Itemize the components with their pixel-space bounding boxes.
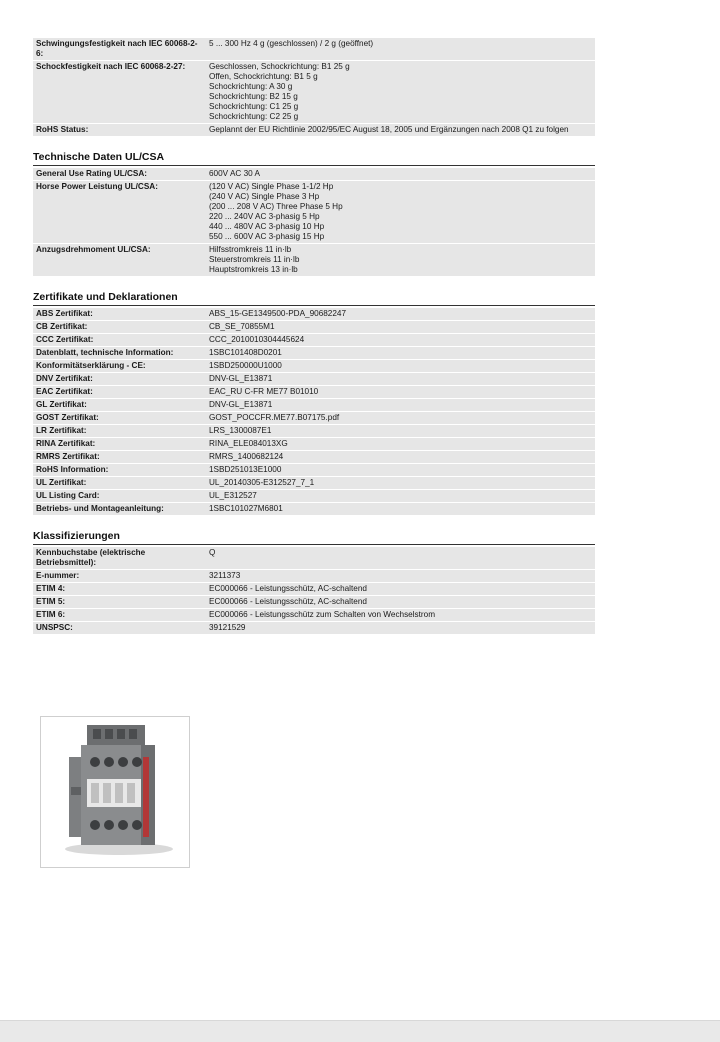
row-label: ETIM 6: — [33, 609, 206, 621]
classifications-section — [33, 528, 595, 635]
mechanical-section — [33, 37, 595, 137]
table-row — [33, 308, 595, 320]
hp-line: (240 V AC) Single Phase 3 Hp — [209, 192, 320, 201]
row-label: UL Zertifikat: — [33, 477, 206, 489]
row-label: Konformitätserklärung - CE: — [33, 360, 206, 372]
table-row — [33, 609, 595, 621]
viewer-bottom-bar — [0, 1020, 720, 1042]
row-label: ABS Zertifikat: — [33, 308, 206, 320]
row-value: 3211373 — [206, 570, 595, 582]
table-row — [33, 399, 595, 411]
row-label: Datenblatt, technische Information: — [33, 347, 206, 359]
section-title: Klassifizierungen — [33, 528, 595, 545]
row-label: ETIM 5: — [33, 596, 206, 608]
row-value: 1SBD251013E1000 — [206, 464, 595, 476]
table-row — [33, 334, 595, 346]
row-label: Kennbuchstabe (elektrische Betriebsmittel): — [33, 547, 206, 569]
general-rating-label: General Use Rating UL/CSA: — [33, 168, 206, 180]
section-title: Technische Daten UL/CSA — [33, 149, 595, 166]
table-row — [33, 596, 595, 608]
rohs-value: Geplannt der EU Richtlinie 2002/95/EC August 18, 2005 und Ergänzungen nach 2008 Q1 zu folgen — [206, 124, 595, 136]
vibration-label: Schwingungsfestigkeit nach IEC 60068-2-6: — [33, 38, 206, 60]
row-value: LRS_1300087E1 — [206, 425, 595, 437]
table-row — [33, 451, 595, 463]
table-row — [33, 321, 595, 333]
classifications-table — [33, 546, 595, 635]
mechanical-table — [33, 37, 595, 137]
row-label: RINA Zertifikat: — [33, 438, 206, 450]
row-label: GOST Zertifikat: — [33, 412, 206, 424]
table-row — [33, 181, 595, 243]
row-label: CB Zertifikat: — [33, 321, 206, 333]
row-label: GL Zertifikat: — [33, 399, 206, 411]
table-row — [33, 438, 595, 450]
row-label: EAC Zertifikat: — [33, 386, 206, 398]
horse-power-value — [206, 181, 595, 243]
table-row — [33, 503, 595, 515]
vibration-value: 5 ... 300 Hz 4 g (geschlossen) / 2 g (geöffnet) — [206, 38, 595, 60]
row-value: 1SBD250000U1000 — [206, 360, 595, 372]
table-row — [33, 347, 595, 359]
table-row — [33, 622, 595, 634]
contactor-image-icon — [41, 717, 189, 867]
table-row — [33, 244, 595, 276]
row-label: DNV Zertifikat: — [33, 373, 206, 385]
row-value: UL_E312527 — [206, 490, 595, 502]
row-value: EC000066 - Leistungsschütz, AC-schaltend — [206, 596, 595, 608]
certificates-table — [33, 307, 595, 516]
torque-line: Hauptstromkreis 13 in·lb — [209, 265, 298, 274]
table-row — [33, 490, 595, 502]
row-value: UL_20140305-E312527_7_1 — [206, 477, 595, 489]
general-rating-value: 600V AC 30 A — [206, 168, 595, 180]
ul-section — [33, 149, 595, 277]
table-row — [33, 412, 595, 424]
row-value: EAC_RU C-FR ME77 B01010 — [206, 386, 595, 398]
row-label: UNSPSC: — [33, 622, 206, 634]
row-label: ETIM 4: — [33, 583, 206, 595]
torque-line: Steuerstromkreis 11 in·lb — [209, 255, 300, 264]
hp-line: (200 ... 208 V AC) Three Phase 5 Hp — [209, 202, 343, 211]
document-content — [33, 37, 595, 647]
row-value: DNV-GL_E13871 — [206, 373, 595, 385]
row-value: CB_SE_70855M1 — [206, 321, 595, 333]
row-label: UL Listing Card: — [33, 490, 206, 502]
row-label: RoHS Information: — [33, 464, 206, 476]
hp-line: 220 ... 240V AC 3-phasig 5 Hp — [209, 212, 320, 221]
table-row — [33, 38, 595, 60]
row-label: RMRS Zertifikat: — [33, 451, 206, 463]
shock-label: Schockfestigkeit nach IEC 60068-2-27: — [33, 61, 206, 123]
hp-line: 550 ... 600V AC 3-phasig 15 Hp — [209, 232, 325, 241]
table-row — [33, 583, 595, 595]
row-value: GOST_POCCFR.ME77.B07175.pdf — [206, 412, 595, 424]
shock-line: Schockrichtung: A 30 g — [209, 82, 293, 91]
table-row — [33, 464, 595, 476]
torque-label: Anzugsdrehmoment UL/CSA: — [33, 244, 206, 276]
table-row — [33, 425, 595, 437]
table-row — [33, 61, 595, 123]
row-value: DNV-GL_E13871 — [206, 399, 595, 411]
row-value: RINA_ELE084013XG — [206, 438, 595, 450]
row-label: LR Zertifikat: — [33, 425, 206, 437]
shock-line: Schockrichtung: B2 15 g — [209, 92, 298, 101]
row-value: CCC_2010010304445624 — [206, 334, 595, 346]
row-value: EC000066 - Leistungsschütz zum Schalten von Wechselstrom — [206, 609, 595, 621]
table-row — [33, 168, 595, 180]
section-title: Zertifikate und Deklarationen — [33, 289, 595, 306]
hp-line: 440 ... 480V AC 3-phasig 10 Hp — [209, 222, 325, 231]
hp-line: (120 V AC) Single Phase 1-1/2 Hp — [209, 182, 334, 191]
row-value: 1SBC101027M6801 — [206, 503, 595, 515]
row-label: E-nummer: — [33, 570, 206, 582]
shock-line: Geschlossen, Schockrichtung: B1 25 g — [209, 62, 350, 71]
table-row — [33, 547, 595, 569]
row-label: CCC Zertifikat: — [33, 334, 206, 346]
row-value: 1SBC101408D0201 — [206, 347, 595, 359]
row-value: EC000066 - Leistungsschütz, AC-schaltend — [206, 583, 595, 595]
shock-line: Schockrichtung: C1 25 g — [209, 102, 299, 111]
table-row — [33, 477, 595, 489]
table-row — [33, 570, 595, 582]
shock-value — [206, 61, 595, 123]
row-value: RMRS_1400682124 — [206, 451, 595, 463]
row-label: Betriebs- und Montageanleitung: — [33, 503, 206, 515]
torque-line: Hilfsstromkreis 11 in·lb — [209, 245, 292, 254]
certificates-section — [33, 289, 595, 516]
shock-line: Offen, Schockrichtung: B1 5 g — [209, 72, 318, 81]
horse-power-label: Horse Power Leistung UL/CSA: — [33, 181, 206, 243]
product-image-frame — [40, 716, 190, 868]
torque-value — [206, 244, 595, 276]
table-row — [33, 124, 595, 136]
table-row — [33, 373, 595, 385]
row-value: ABS_15-GE1349500-PDA_90682247 — [206, 308, 595, 320]
table-row — [33, 360, 595, 372]
ul-table — [33, 167, 595, 277]
rohs-label: RoHS Status: — [33, 124, 206, 136]
row-value: Q — [206, 547, 595, 569]
table-row — [33, 386, 595, 398]
row-value: 39121529 — [206, 622, 595, 634]
shock-line: Schockrichtung: C2 25 g — [209, 112, 299, 121]
